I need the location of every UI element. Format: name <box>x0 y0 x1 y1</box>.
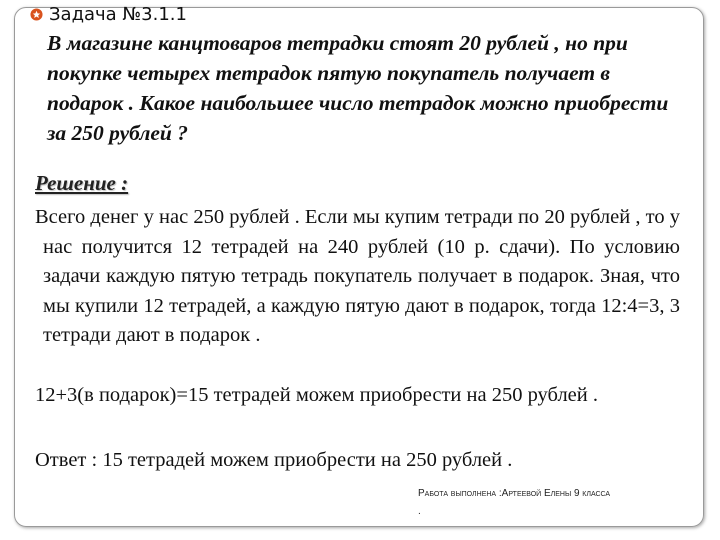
title-row <box>30 4 187 25</box>
answer-paragraph: Ответ : 15 тетрадей можем приобрести на 250 рублей . <box>35 449 513 471</box>
credit-dot: . <box>418 506 421 517</box>
task-title: Задача №3.1.1 <box>49 4 187 25</box>
author-credit: Работа выполнена :Артеевой Елены 9 класса <box>418 488 611 499</box>
circle-star-bullet-icon <box>30 8 43 21</box>
problem-statement: В магазине канцтоваров тетрадки стоят 20 рублей , но при покупке четырех тетрадок пятую покупатель получает в подарок . Какое наибольшее число тетрадок можно приобрести за 250 рублей ? <box>47 31 669 145</box>
solution-paragraph: Всего денег у нас 250 рублей . Если мы купим тетради по 20 рублей , то у нас получится 12 тетрадей на 240 рублей (10 р. сдачи). По условию задачи каждую пятую тетрадь покупатель получает в подарок. Зная, что мы купили 12 тетрадей, а каждую пятую дают в подарок, тогда 12:4=3, 3 тетради дают в подарок . <box>35 206 680 346</box>
solution-heading: Решение : <box>35 171 129 195</box>
calculation-paragraph: 12+3(в подарок)=15 тетрадей можем приобрести на 250 рублей . <box>35 384 598 406</box>
